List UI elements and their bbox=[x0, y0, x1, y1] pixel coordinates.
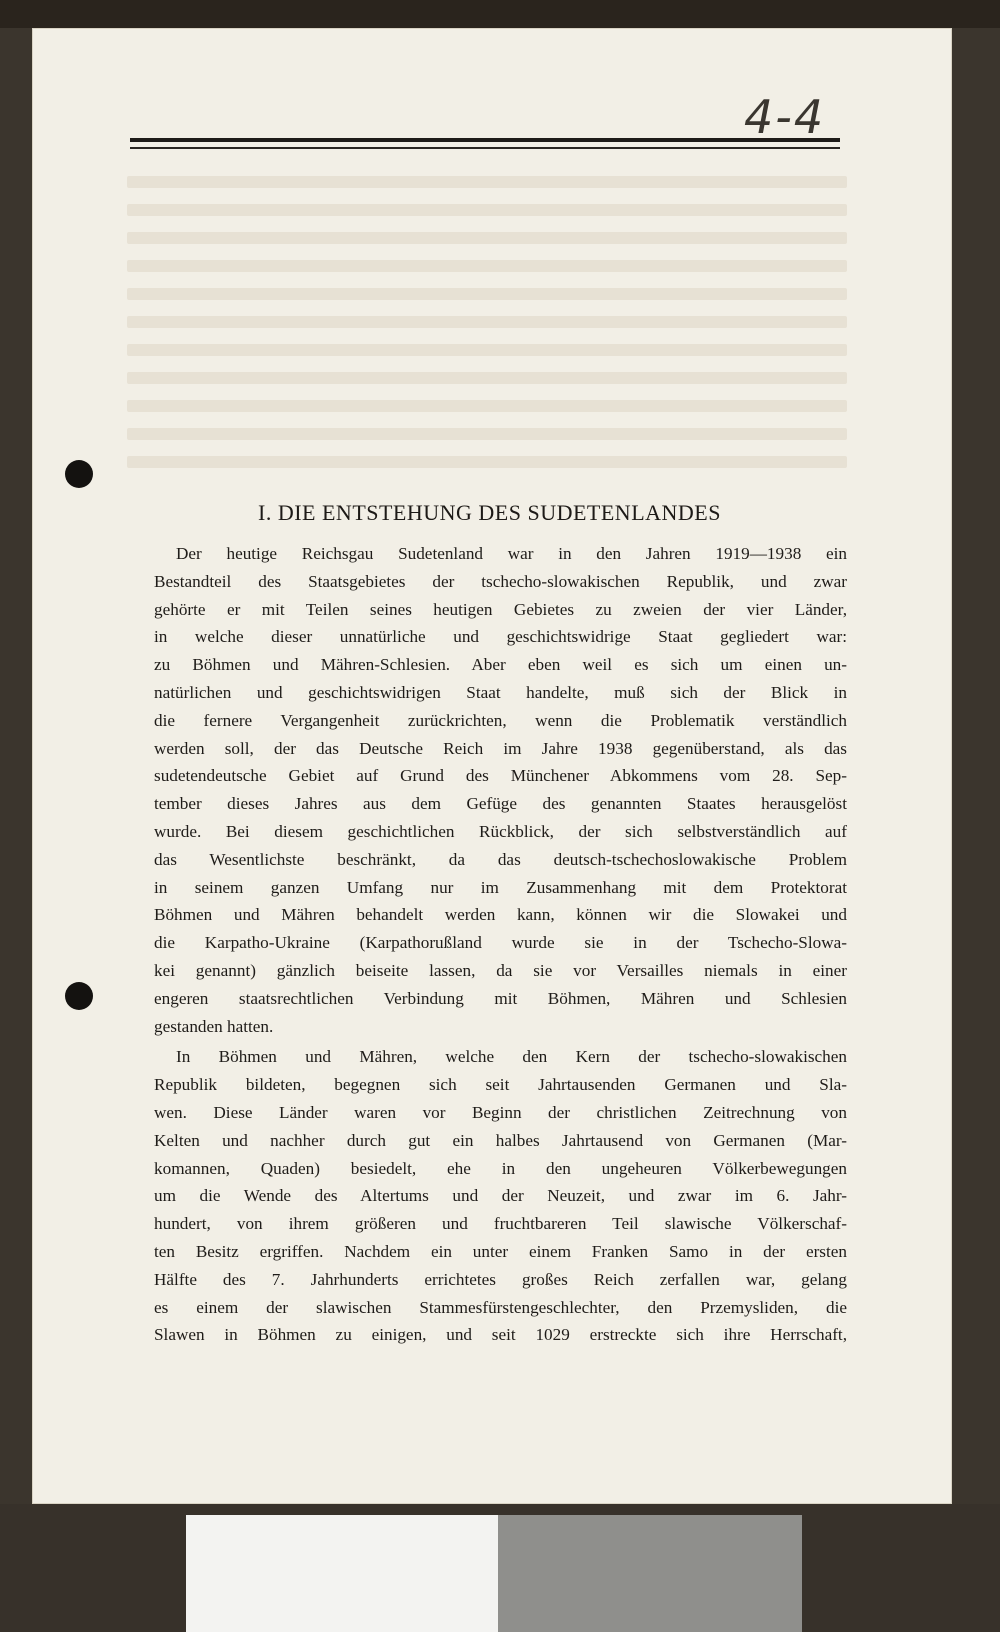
bleed-through-line bbox=[127, 456, 847, 468]
bleed-through-line bbox=[127, 428, 847, 440]
bleed-through-line bbox=[127, 400, 847, 412]
text-line: in seinem ganzen Umfang nur im Zusammenhang mit dem Protektorat bbox=[154, 877, 847, 897]
bleed-through-line bbox=[127, 344, 847, 356]
header-rule-thick bbox=[130, 138, 840, 142]
bleed-through-line bbox=[127, 232, 847, 244]
text-line: natürlichen und geschichtswidrigen Staat handelte, muß sich der Blick in bbox=[154, 682, 847, 702]
text-line: Bestandteil des Staatsgebietes der tschecho-slowakischen Republik, und zwar bbox=[154, 571, 847, 591]
text-line: um die Wende des Altertums und der Neuzeit, und zwar im 6. Jahr- bbox=[154, 1186, 847, 1206]
body-text bbox=[154, 540, 847, 1349]
bleed-through-line bbox=[127, 176, 847, 188]
text-line: Böhmen und Mähren behandelt werden kann, können wir die Slowakei und bbox=[154, 905, 847, 925]
text-line: in welche dieser unnatürliche und geschichtswidrige Staat gegliedert war: bbox=[154, 627, 847, 647]
text-line: es einem der slawischen Stammesfürstengeschlechter, den Przemysliden, die bbox=[154, 1297, 847, 1317]
text-line: ten Besitz ergriffen. Nachdem ein unter einem Franken Samo in der ersten bbox=[154, 1241, 847, 1261]
bleed-through-line bbox=[127, 204, 847, 216]
bleed-through-line bbox=[127, 260, 847, 272]
text-line: In Böhmen und Mähren, welche den Kern der tschecho-slowakischen bbox=[176, 1047, 847, 1067]
text-line: wurde. Bei diesem geschichtlichen Rückblick, der sich selbstverständlich auf bbox=[154, 821, 847, 841]
text-line: die Karpatho-Ukraine (Karpathorußland wurde sie in der Tschecho-Slowa- bbox=[154, 933, 847, 953]
text-line: komannen, Quaden) besiedelt, ehe in den ungeheuren Völkerbewegungen bbox=[154, 1158, 847, 1178]
punch-hole bbox=[65, 982, 93, 1010]
text-line: Slawen in Böhmen zu einigen, und seit 1029 erstreckte sich ihre Herrschaft, bbox=[154, 1325, 847, 1345]
chapter-heading: I. DIE ENTSTEHUNG DES SUDETENLANDES bbox=[258, 500, 721, 525]
calibration-gray-patch bbox=[498, 1515, 802, 1632]
text-line: kei genannt) gänzlich beiseite lassen, da sie vor Versailles niemals in einer bbox=[154, 960, 847, 980]
punch-hole bbox=[65, 460, 93, 488]
bleed-through-line bbox=[127, 288, 847, 300]
bleed-through-line bbox=[127, 372, 847, 384]
header-rule-thin bbox=[130, 147, 840, 149]
document-page bbox=[32, 28, 952, 1504]
text-line: Hälfte des 7. Jahrhunderts errichtetes großes Reich zerfallen war, gelang bbox=[154, 1269, 847, 1289]
text-line: zu Böhmen und Mähren-Schlesien. Aber eben weil es sich um einen un- bbox=[154, 655, 847, 675]
text-line: hundert, von ihrem größeren und fruchtbareren Teil slawische Völkerschaf- bbox=[154, 1214, 847, 1234]
text-line: wen. Diese Länder waren vor Beginn der christlichen Zeitrechnung von bbox=[154, 1102, 847, 1122]
text-line: Der heutige Reichsgau Sudetenland war in den Jahren 1919—1938 ein bbox=[176, 544, 847, 563]
text-line: tember dieses Jahres aus dem Gefüge des genannten Staates herausgelöst bbox=[154, 794, 847, 814]
text-line: Kelten und nachher durch gut ein halbes Jahrtausend von Germanen (Mar- bbox=[154, 1130, 847, 1150]
text-line: das Wesentlichste beschränkt, da das deutsch-tschechoslowakische Problem bbox=[154, 849, 847, 869]
text-line: sudetendeutsche Gebiet auf Grund des Münchener Abkommens vom 28. Sep- bbox=[154, 766, 847, 786]
text-line: gestanden hatten. bbox=[154, 1016, 274, 1036]
text-line: Republik bildeten, begegnen sich seit Jahrtausenden Germanen und Sla- bbox=[154, 1075, 847, 1095]
handwritten-page-number: 4-4 bbox=[744, 90, 826, 144]
calibration-white-patch bbox=[186, 1515, 498, 1632]
scan-top-edge bbox=[0, 0, 1000, 28]
text-line: werden soll, der das Deutsche Reich im Jahre 1938 gegenüberstand, als das bbox=[154, 738, 847, 758]
text-line: gehörte er mit Teilen seines heutigen Gebietes zu zweien der vier Länder, bbox=[154, 599, 847, 619]
bleed-through-line bbox=[127, 316, 847, 328]
text-line: die fernere Vergangenheit zurückrichten, wenn die Problematik verständlich bbox=[154, 710, 847, 730]
text-line: engeren staatsrechtlichen Verbindung mit Böhmen, Mähren und Schlesien bbox=[154, 988, 847, 1008]
